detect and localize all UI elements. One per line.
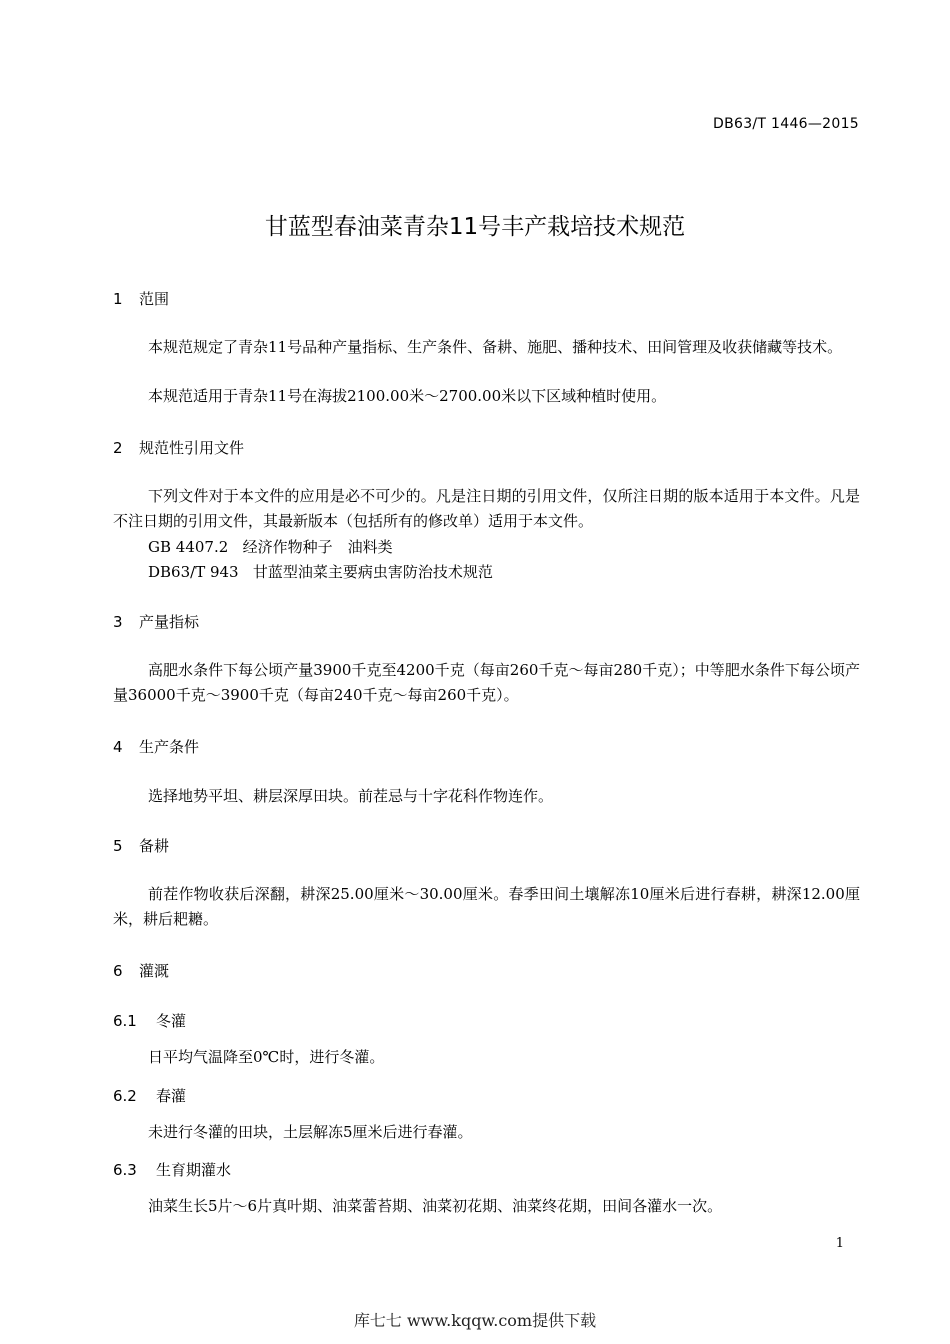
section-number: 6	[113, 962, 123, 980]
subsection-number: 6.2	[113, 1087, 137, 1105]
subsection-title: 冬灌	[156, 1012, 187, 1030]
reference-item	[148, 536, 393, 557]
reference-name: 经济作物种子 油料类	[242, 538, 393, 556]
section-number: 5	[113, 837, 123, 855]
paragraph: 本规范适用于青杂11号在海拔2100.00米～2700.00米以下区域种植时使用。	[148, 387, 667, 405]
paragraph: 选择地势平坦、耕层深厚田块。前茬忌与十字花科作物连作。	[148, 787, 554, 805]
section-number: 2	[113, 439, 123, 457]
reference-code: GB 4407.2	[148, 538, 229, 556]
section-heading-1	[113, 288, 169, 309]
section-heading-3	[113, 611, 199, 632]
paragraph: 高肥水条件下每公顷产量3900千克至4200千克（每亩260千克～每亩280千克）；中等肥水条件下每公顷产量36000千克～3900千克（每亩240千克～每亩260千克）。	[113, 661, 860, 704]
section-heading-6	[113, 960, 169, 981]
subsection-number: 6.3	[113, 1161, 137, 1179]
paragraph: 未进行冬灌的田块，土层解冻5厘米后进行春灌。	[148, 1123, 473, 1141]
reference-name: 甘蓝型油菜主要病虫害防治技术规范	[252, 563, 493, 581]
section-number: 3	[113, 613, 123, 631]
subsection-heading-6-3	[113, 1159, 231, 1180]
paragraph: 日平均气温降至0℃时，进行冬灌。	[148, 1048, 385, 1066]
section-heading-5	[113, 835, 169, 856]
section-title: 灌溉	[139, 962, 170, 980]
reference-code: DB63/T 943	[148, 563, 239, 581]
section-heading-2	[113, 437, 244, 458]
paragraph: 前茬作物收获后深翻，耕深25.00厘米～30.00厘米。春季田间土壤解冻10厘米后进行春耕，耕深12.00厘米，耕后耙耱。	[113, 885, 860, 928]
section-title: 产量指标	[139, 613, 200, 631]
footer-watermark-text: 库七七 www.kqqw.com提供下载	[353, 1311, 597, 1330]
subsection-number: 6.1	[113, 1012, 137, 1030]
page-number: 1	[835, 1236, 844, 1251]
subsection-title: 生育期灌水	[156, 1161, 232, 1179]
paragraph: 油菜生长5片～6片真叶期、油菜蕾苔期、油菜初花期、油菜终花期，田间各灌水一次。	[148, 1197, 723, 1215]
section-number: 1	[113, 290, 123, 308]
subsection-heading-6-1	[113, 1010, 186, 1031]
document-id: DB63/T 1446—2015	[713, 116, 859, 132]
section-title: 备耕	[139, 837, 170, 855]
section-heading-4	[113, 736, 199, 757]
subsection-title: 春灌	[156, 1087, 187, 1105]
section-title: 生产条件	[139, 738, 200, 756]
section-number: 4	[113, 738, 123, 756]
document-title: 甘蓝型春油菜青杂11号丰产栽培技术规范	[264, 214, 686, 240]
reference-item	[148, 561, 493, 582]
subsection-heading-6-2	[113, 1085, 186, 1106]
paragraph: 本规范规定了青杂11号品种产量指标、生产条件、备耕、施肥、播种技术、田间管理及收获储藏等技术。	[148, 338, 843, 356]
section-title: 范围	[139, 290, 170, 308]
paragraph: 下列文件对于本文件的应用是必不可少的。凡是注日期的引用文件，仅所注日期的版本适用于本文件。凡是不注日期的引用文件，其最新版本（包括所有的修改单）适用于本文件。	[113, 487, 860, 530]
section-title: 规范性引用文件	[139, 439, 245, 457]
